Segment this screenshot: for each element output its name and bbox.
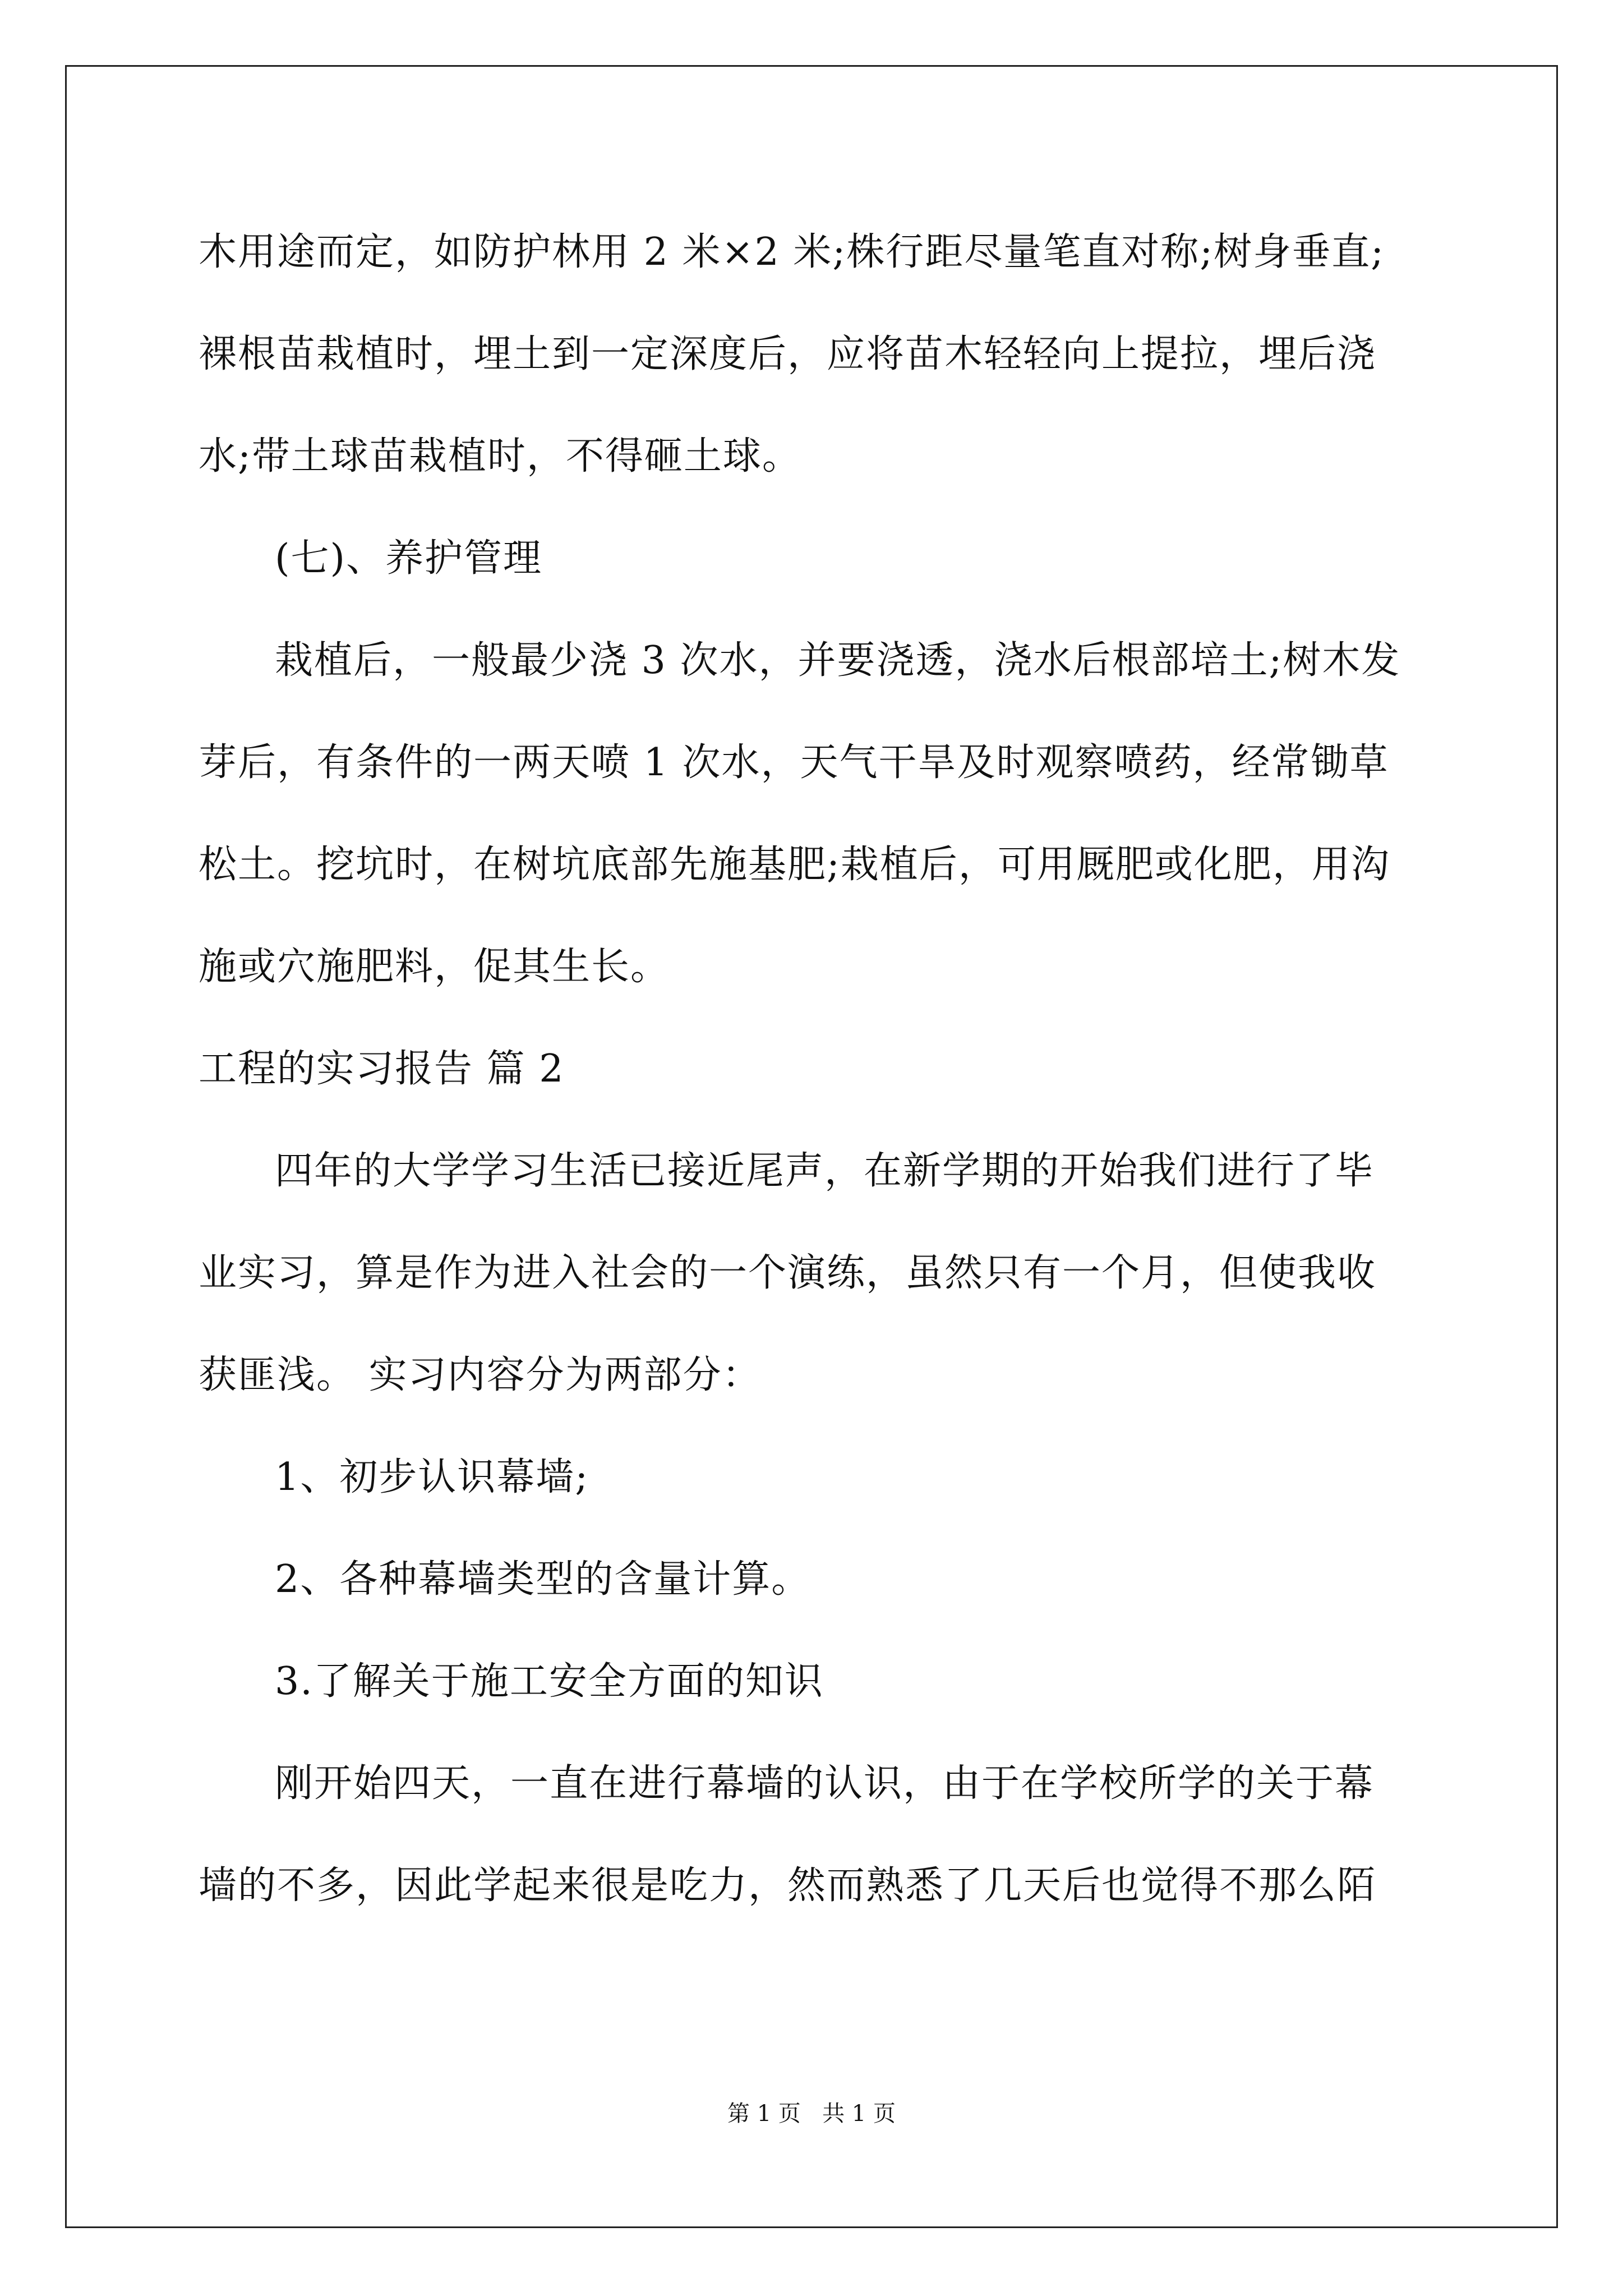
paragraph-line: 木用途而定，如防护林用 2 米×2 米;株行距尽量笔直对称;树身垂直; <box>199 230 1385 274</box>
paragraph-line: 业实习，算是作为进入社会的一个演练，虽然只有一个月，但使我收 <box>199 1251 1377 1295</box>
article-title: 工程的实习报告 篇 2 <box>199 1047 565 1091</box>
paragraph-line: 刚开始四天，一直在进行幕墙的认识，由于在学校所学的关于幕 <box>275 1761 1375 1806</box>
paragraph-line: 获匪浅。 实习内容分为两部分： <box>199 1353 762 1397</box>
list-item: 1、初步认识幕墙; <box>275 1455 589 1499</box>
paragraph-line: 水;带土球苗栽植时，不得砸土球。 <box>199 434 801 478</box>
document-body <box>199 227 1427 1962</box>
list-item: 3.了解关于施工安全方面的知识 <box>275 1659 824 1704</box>
section-heading: (七)、养护管理 <box>275 536 543 581</box>
list-item: 2、各种幕墙类型的含量计算。 <box>275 1557 811 1602</box>
paragraph-line: 四年的大学学习生活已接近尾声，在新学期的开始我们进行了毕 <box>275 1149 1375 1193</box>
paragraph-line: 松土。挖坑时，在树坑底部先施基肥;栽植后，可用厩肥或化肥，用沟 <box>199 843 1390 887</box>
paragraph-line: 裸根苗栽植时，埋土到一定深度后，应将苗木轻轻向上提拉，埋后浇 <box>199 332 1377 376</box>
paragraph-line: 芽后，有条件的一两天喷 1 次水，天气干旱及时观察喷药，经常锄草 <box>199 740 1389 785</box>
paragraph-line: 施或穴施肥料，促其生长。 <box>199 945 670 989</box>
paragraph-line: 墙的不多，因此学起来很是吃力，然而熟悉了几天后也觉得不那么陌 <box>199 1864 1377 1908</box>
page-footer: 第 1 页 共 1 页 <box>727 2101 896 2127</box>
paragraph-line: 栽植后，一般最少浇 3 次水，并要浇透，浇水后根部培土;树木发 <box>275 638 1401 683</box>
